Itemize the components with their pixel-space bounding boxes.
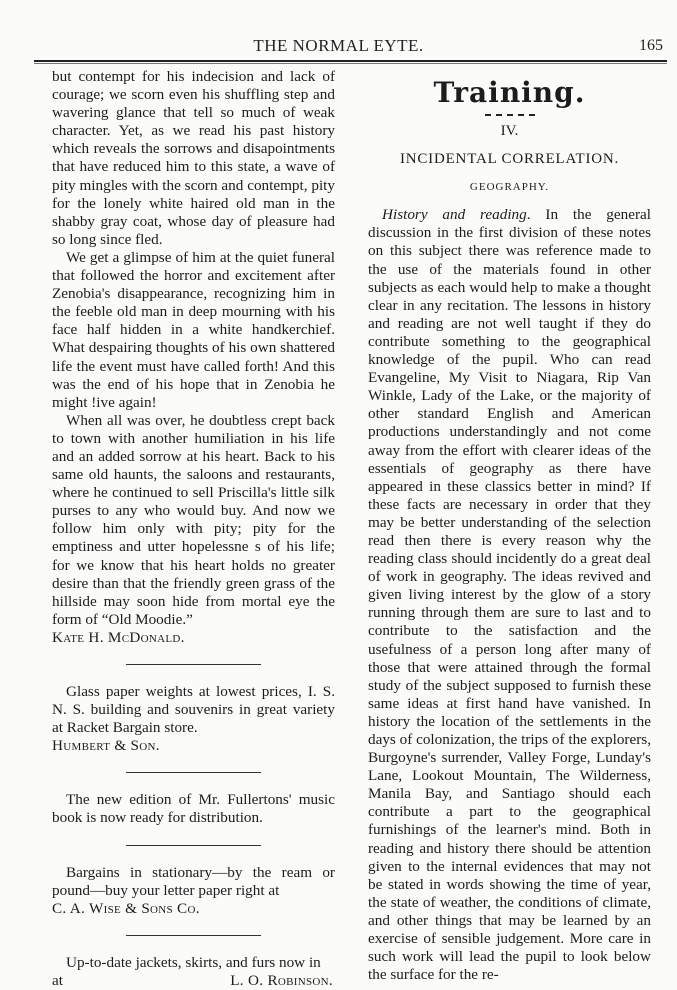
lead-in-italic: History and reading xyxy=(382,206,527,224)
journal-title: THE NORMAL EYTE. xyxy=(253,36,424,55)
divider-rule xyxy=(126,664,261,665)
advertisement xyxy=(52,954,335,990)
ad-text: Glass paper weights at lowest prices, I. S. N. S. building and souvenirs in great variety at Racket Bargain store. xyxy=(52,683,335,737)
ad-signature: C. A. Wise & Sons Co. xyxy=(52,899,200,917)
ornament-rule xyxy=(485,114,535,116)
ad-signature: Humbert & Son. xyxy=(52,737,160,755)
left-column xyxy=(52,68,335,990)
ad-text: The new edition of Mr. Fullertons' music book is now ready for distribution. xyxy=(52,791,335,827)
article-paragraph: but contempt for his indecision and lack of courage; we scorn even his shuffling step and wavering glance that tell so much of weak character. Yet, as we read his past history which reveals the sorrows and disapointments that have reduced him to this state, a wave of pity mingles with the scorn and contempt, pity for the lonely white haired old man in the shabby gray coat, whose day of pleasure had so long since fled. xyxy=(52,68,335,248)
article-paragraph: We get a glimpse of him at the quiet funeral that followed the horror and excitement after Zenobia's disappearance, recognizing him in the feeble old man in deep mourning with his face half hidden in a white handkerchief. What despairing thoughts of his own shattered life the event must have called forth! And this was the end of his hope that in Zenobia he might !ive again! xyxy=(52,248,335,411)
divider-rule xyxy=(126,935,261,936)
ad-text: Bargains in stationary—by the ream or pound—buy your letter paper right at xyxy=(52,863,335,899)
advertisement xyxy=(52,683,335,755)
topic-heading: GEOGRAPHY. xyxy=(469,181,550,194)
advertisement xyxy=(52,864,335,918)
article-body xyxy=(368,206,651,984)
divider-rule xyxy=(126,772,261,773)
author-signature: Kate H. McDonald. xyxy=(52,628,185,646)
header-rule xyxy=(34,60,667,64)
divider-rule xyxy=(126,845,261,846)
advertisement xyxy=(52,791,335,827)
part-number: IV. xyxy=(500,123,519,139)
article-subtitle: INCIDENTAL CORRELATION. xyxy=(399,151,620,168)
ad-trailing-word: at xyxy=(52,971,63,989)
ad-footer xyxy=(52,972,335,990)
body-text: . In the general discussion in the first division of these notes on this subject there was reference made to the use of the materials found in other subjects as each would help to make a thought clear in any recitation. The lessons in history and reading are not well taught if they do contribute something to the geographical knowledge of the pupil. Who can read Evangeline, My Visit to Niagara, Rip Van Winkle, Lady of the Lake, or the majority of other standard English and American productions understandingly and not come away from the effort with clearer ideas of the essentials of geography as there have appeared in these classics better in mind? If these facts are necessary in order that they may be better understanding of the selection read then there is every reason why the reading class should incidently do a great deal of work in geography. The ideas revived and given living interest by the glow of a story running through them are sure to last and to contribute to the satisfaction and the usefulness of a person long after many of those that were attained through the formal study of the subject supposed to furnish these same ideas at first hand have vanished. In history the location of the settlements in the days of colonization, the trips of the explorers, Burgoyne's surrender, Valley Forge, Lunday's Lane, Lookout Mountain, The Wilderness, Manila Bay, and Santiago should each contribute a part to the geographical furnishings of the learner's mind. Both in reading and history there should be attention given to the internal evidences that may not be stated in words showing the time of year, the state of weather, the conditions of climate, and other things that may be learned by an exercise of sensible judgement. More care in such work will lead the pupil to look below the surface for the re- xyxy=(368,206,652,984)
section-title: Training. xyxy=(433,76,586,109)
right-column xyxy=(368,68,651,984)
page-number: 165 xyxy=(639,37,663,54)
article-paragraph: When all was over, he doubtless crept back to town with another humiliation in his life and an added sorrow at his heart. Back to his same old haunts, the saloons and restaurants, where he continued to sell Priscilla's little silk purses to any who would buy. And now we follow him only with pity; pity for the emptiness and utter hopelessne s of his life; for we know that his heart holds no greater desire than that the friendly green grass of the hillside may soon hide from mortal eye the form of “Old Moodie.” xyxy=(52,411,335,628)
ad-text: Up-to-date jackets, skirts, and furs now in xyxy=(66,953,321,971)
page-header xyxy=(0,0,677,60)
ad-signature: L. O. Robinson. xyxy=(230,971,333,989)
